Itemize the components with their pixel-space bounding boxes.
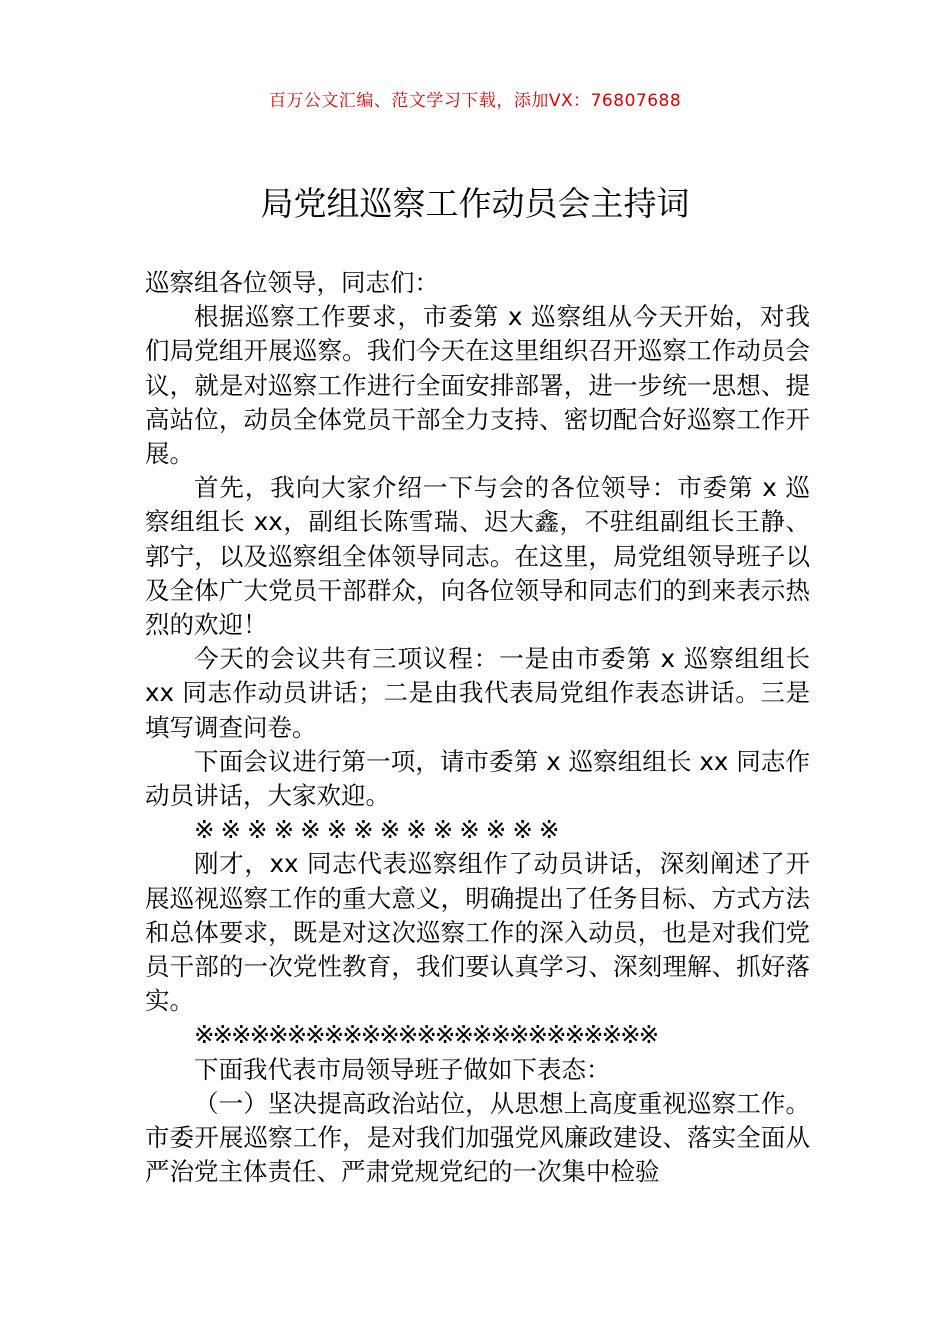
watermark-text: 百万公文汇编、范文学习下载，添加VX：76807688 [268,91,682,111]
paragraph: 今天的会议共有三项议程：一是由市委第 x 巡察组组长 xx 同志作动员讲话；二是由我代表局党组作表态讲话。三是填写调查问卷。 [145,644,810,742]
paragraph: 根据巡察工作要求，市委第 x 巡察组从今天开始，对我们局党组开展巡察。我们今天在这里组织召开巡察工作动员会议，就是对巡察工作进行全面安排部署，进一步统一思想、提高站位，动员全体党员干部全力支持、密切配合好巡察工作开展。 [145,302,810,469]
section-divider: ※※※※※※※※※※※※※※ [194,815,566,845]
section-divider: ※※※※※※※※※※※※※※※※※※※※※※※※※ [194,1020,658,1050]
salutation: 巡察组各位领导，同志们： [145,268,439,297]
paragraph: （一）坚决提高政治站位，从思想上高度重视巡察工作。市委开展巡察工作，是对我们加强党风廉政建设、落实全面从严治党主体责任、严肃党规党纪的一次集中检验 [145,1088,810,1187]
paragraph: 刚才，xx 同志代表巡察组作了动员讲话，深刻阐述了开展巡视巡察工作的重大意义，明确提出了任务目标、方式方法和总体要求，既是对这次巡察工作的深入动员，也是对我们党员干部的一次党性教育，我们要认真学习、深刻理解、抓好落实。 [145,849,810,1016]
paragraph: 下面我代表市局领导班子做如下表态： [194,1054,611,1084]
document-body [145,266,810,1189]
paragraph: 首先，我向大家介绍一下与会的各位领导：市委第 x 巡察组组长 xx，副组长陈雪瑞、迟大鑫，不驻组副组长王静、郭宁，以及巡察组全体领导同志。在这里，局党组领导班子以及全体广大党员干部群众，向各位领导和同志们的到来表示热烈的欢迎！ [145,473,810,640]
document-title: 局党组巡察工作动员会主持词 [260,184,690,223]
paragraph: 下面会议进行第一项，请市委第 x 巡察组组长 xx 同志作动员讲话，大家欢迎。 [145,746,810,811]
